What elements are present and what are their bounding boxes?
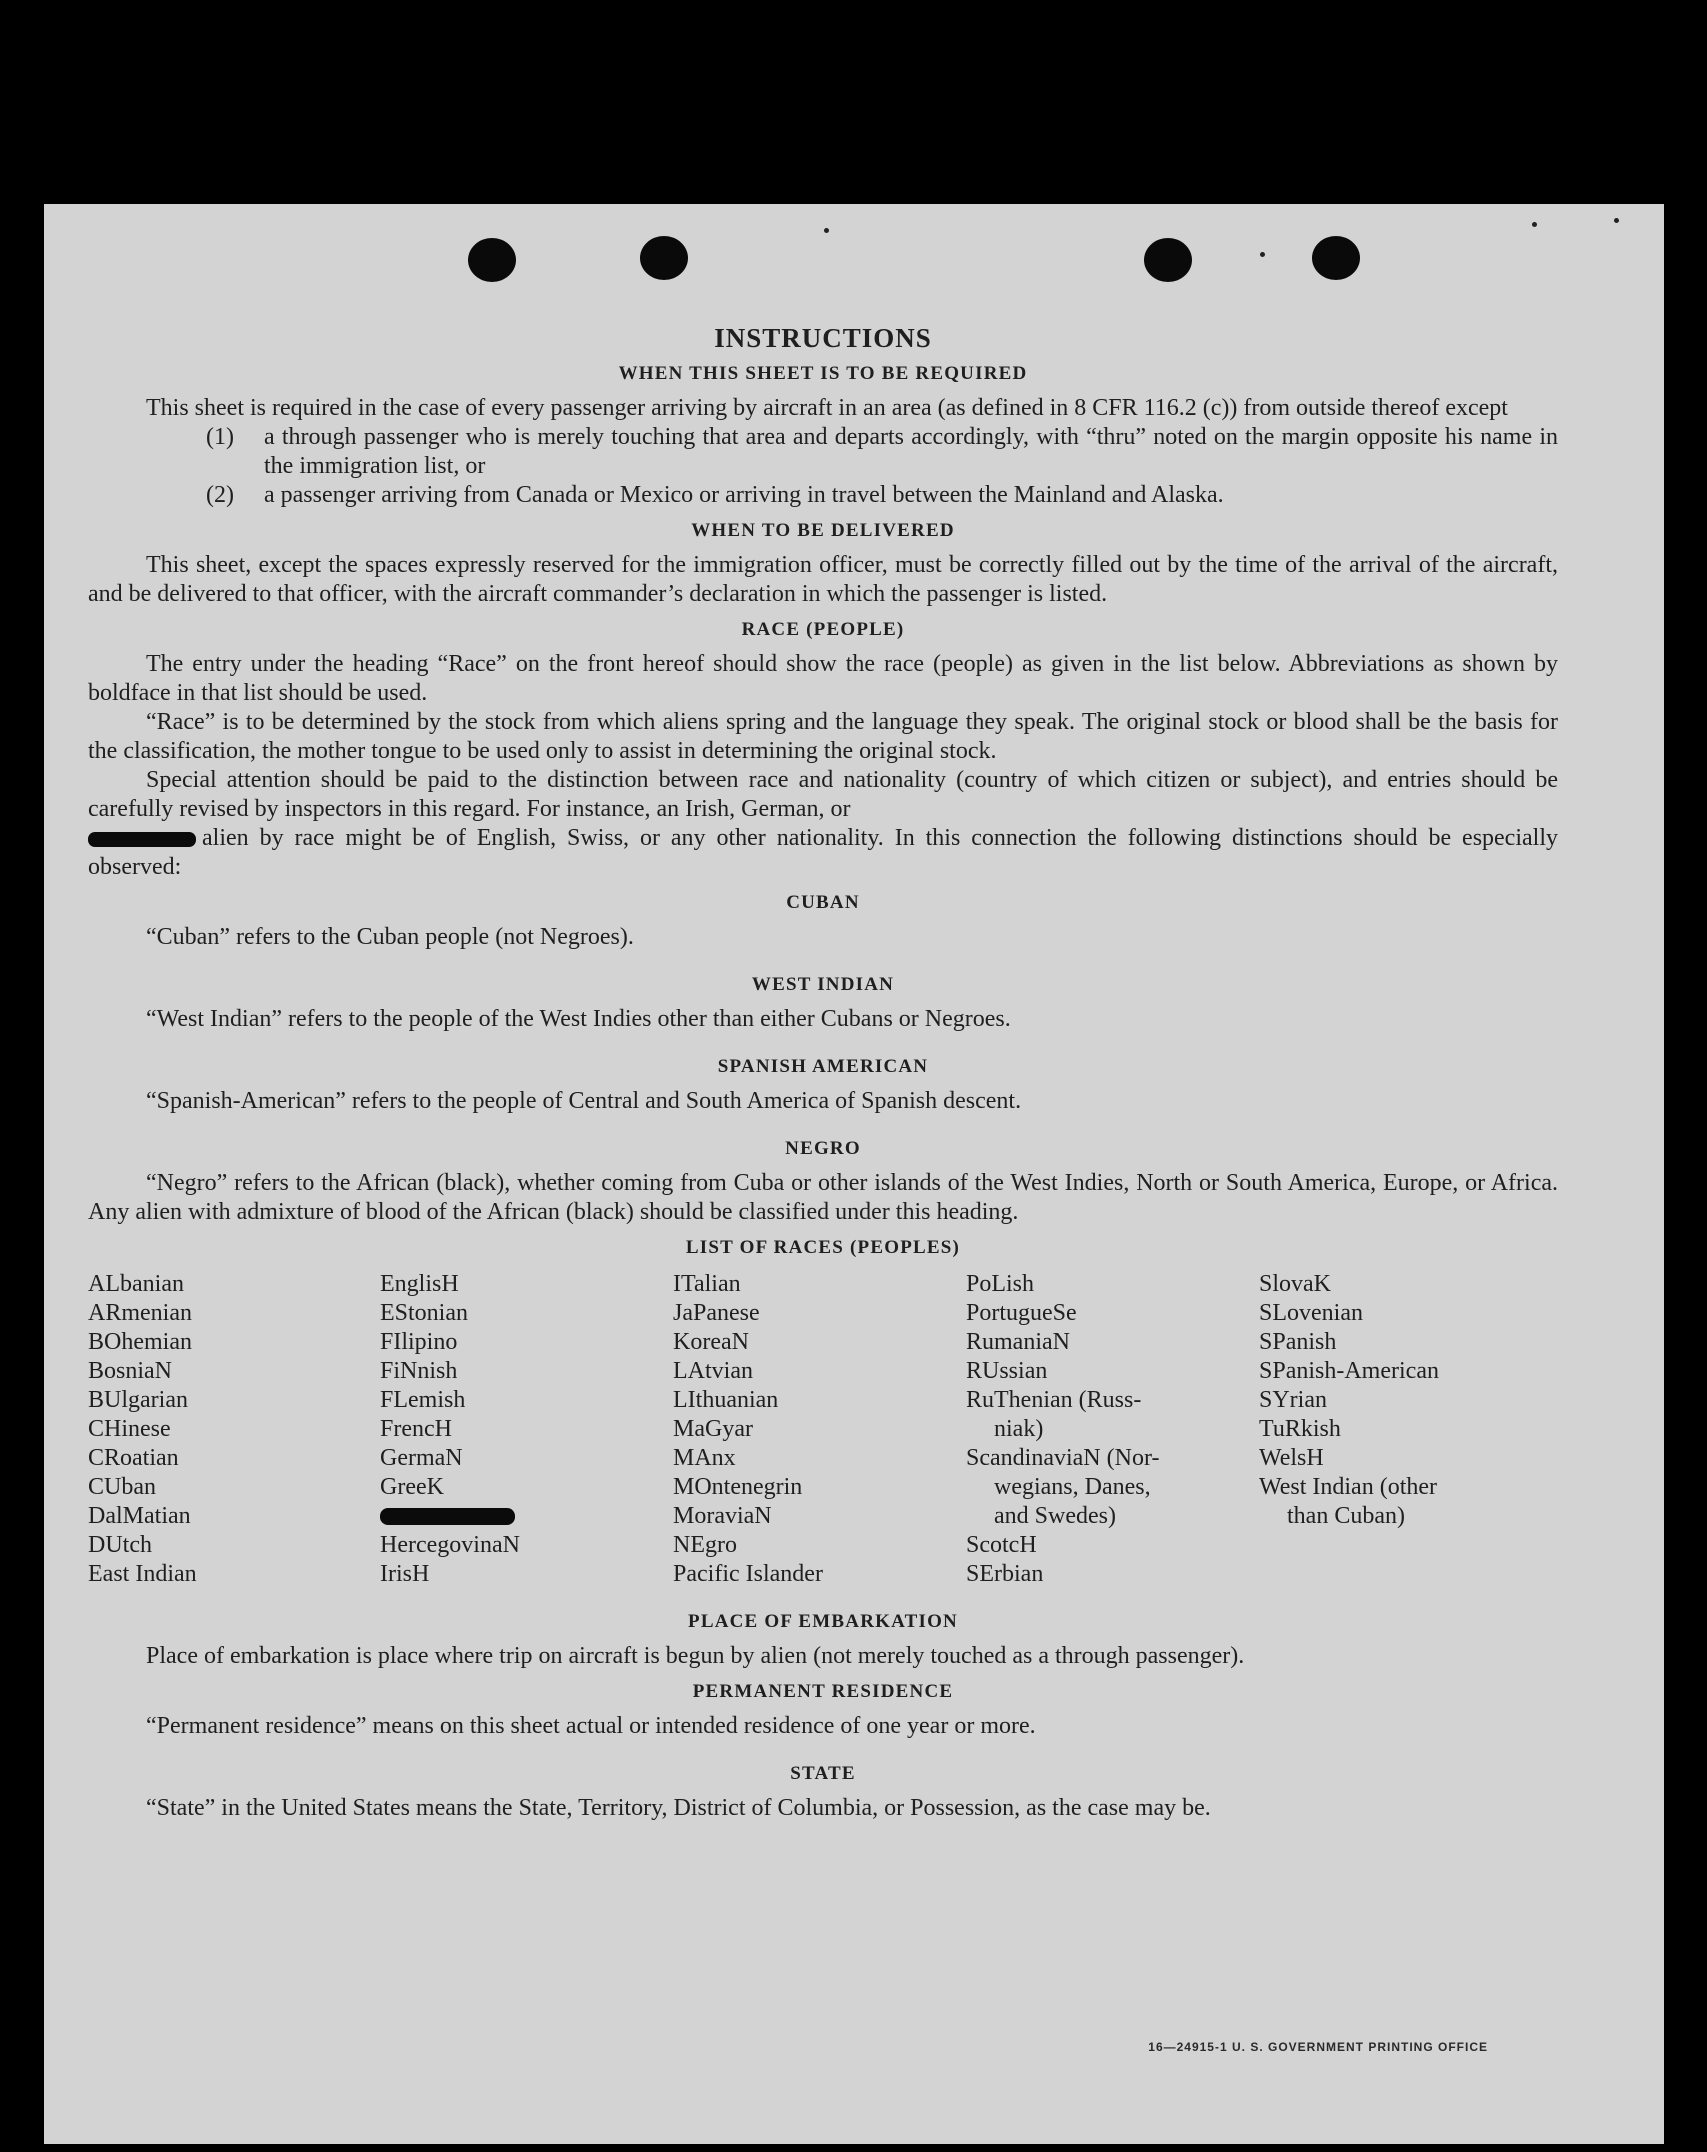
race-item: DUtch: [88, 1532, 152, 1558]
races-list: [88, 1270, 1558, 1589]
race-item: BOhemian: [88, 1329, 192, 1355]
instructions-content: [88, 324, 1558, 1823]
heading-embarkation: PLACE OF EMBARKATION: [688, 1611, 958, 1632]
race-item: FiNnish: [380, 1358, 458, 1384]
redaction-mark: [380, 1508, 515, 1525]
list-item: [206, 423, 1558, 481]
heading-cuban: CUBAN: [786, 892, 860, 913]
race-item: LAtvian: [673, 1358, 753, 1384]
race-item: RuThenian (Russ-: [966, 1387, 1142, 1413]
race-item: CHinese: [88, 1416, 171, 1442]
heading-state: STATE: [790, 1763, 856, 1784]
heading-list-of-races: LIST OF RACES (PEOPLES): [685, 1237, 961, 1258]
race-item: ARmenian: [88, 1300, 192, 1326]
race-item: FIlipino: [380, 1329, 458, 1355]
race-item: MaGyar: [673, 1416, 753, 1442]
race-item: CRoatian: [88, 1445, 179, 1471]
speck: [1614, 218, 1619, 223]
printing-office-code: 16—24915-1 U. S. GOVERNMENT PRINTING OFFICE: [1148, 2040, 1488, 2054]
race-item: SPanish: [1259, 1329, 1337, 1355]
speck: [1260, 252, 1265, 257]
races-column: [966, 1270, 1259, 1589]
race-item: West Indian (other: [1259, 1474, 1438, 1500]
race-item: JaPanese: [673, 1300, 760, 1326]
cuban-text: “Cuban” refers to the Cuban people (not Negroes).: [146, 924, 634, 950]
race-item: ITalian: [673, 1271, 741, 1297]
race-item: CUban: [88, 1474, 156, 1500]
race-item: niak): [994, 1416, 1044, 1442]
race-paragraph-2: “Race” is to be determined by the stock from which aliens spring and the language they speak. The original stock or blood shall be the basis for the classification, the mother tongue to be used only to assist in determining the original stock.: [88, 709, 1558, 764]
race-item: FrencH: [380, 1416, 452, 1442]
race-paragraph-3b-text: alien by race might be of English, Swiss, or any other nationality. In this connection the following distinctions should be especially observed:: [88, 825, 1558, 880]
race-item: BUlgarian: [88, 1387, 188, 1413]
list-item-text: a passenger arriving from Canada or Mexico or arriving in travel between the Mainland and Alaska.: [264, 482, 1224, 508]
race-item: WelsH: [1259, 1445, 1324, 1471]
heading-residence: PERMANENT RESIDENCE: [692, 1681, 954, 1702]
race-item: TuRkish: [1259, 1416, 1341, 1442]
embarkation-text: Place of embarkation is place where trip on aircraft is begun by alien (not merely touched as a through passenger).: [146, 1643, 1245, 1669]
race-item: IrisH: [380, 1561, 430, 1587]
redaction-mark: [88, 832, 196, 847]
race-item: wegians, Danes,: [994, 1474, 1151, 1500]
residence-text: “Permanent residence” means on this sheet actual or intended residence of one year or more.: [146, 1713, 1036, 1739]
races-column: [673, 1270, 966, 1589]
punch-hole-3: [1144, 238, 1192, 282]
race-item: BosniaN: [88, 1358, 172, 1384]
race-paragraph-1: The entry under the heading “Race” on the front hereof should show the race (people) as given in the list below. Abbreviations as shown by boldface in that list should be used.: [88, 651, 1558, 706]
race-item: than Cuban): [1287, 1503, 1405, 1529]
race-item: and Swedes): [994, 1503, 1116, 1529]
heading-spanish-american: SPANISH AMERICAN: [717, 1056, 929, 1077]
race-item: MAnx: [673, 1445, 736, 1471]
race-item: RUssian: [966, 1358, 1048, 1384]
punch-hole-4: [1312, 236, 1360, 280]
heading-when-delivered: WHEN TO BE DELIVERED: [691, 520, 955, 541]
speck: [824, 228, 829, 233]
heading-negro: NEGRO: [785, 1138, 861, 1159]
negro-text: “Negro” refers to the African (black), whether coming from Cuba or other islands of the West Indies, North or South America, Europe, or Africa. Any alien with admixture of blood of the African (black) should be classified under this heading.: [88, 1170, 1558, 1225]
race-paragraph-3a: Special attention should be paid to the distinction between race and nationality (country of which citizen or subject), and entries should be carefully revised by inspectors in this regard. For instance, an Irish, German, or: [88, 767, 1558, 822]
race-item: NEgro: [673, 1532, 737, 1558]
race-item: GermaN: [380, 1445, 463, 1471]
when-required-intro: This sheet is required in the case of every passenger arriving by aircraft in an area (as defined in 8 CFR 116.2 (c)) from outside thereof except: [146, 395, 1508, 421]
speck: [1532, 222, 1537, 227]
race-item: PoLish: [966, 1271, 1035, 1297]
race-item: PortugueSe: [966, 1300, 1077, 1326]
list-item-number: (2): [206, 482, 234, 508]
state-text: “State” in the United States means the State, Territory, District of Columbia, or Possession, as the case may be.: [146, 1795, 1211, 1821]
page-title: INSTRUCTIONS: [714, 323, 932, 353]
race-item: SlovaK: [1259, 1271, 1331, 1297]
races-column: [380, 1270, 673, 1589]
race-item: KoreaN: [673, 1329, 749, 1355]
form-sheet: [44, 204, 1664, 2144]
race-item: MOntenegrin: [673, 1474, 803, 1500]
list-item-text: a through passenger who is merely touching that area and departs accordingly, with “thru” noted on the margin opposite his name in the immigration list, or: [264, 424, 1558, 479]
heading-race: RACE (PEOPLE): [741, 619, 905, 640]
list-item-number: (1): [206, 424, 234, 450]
race-item: MoraviaN: [673, 1503, 772, 1529]
race-item: LIthuanian: [673, 1387, 779, 1413]
spanish-american-text: “Spanish-American” refers to the people of Central and South America of Spanish descent.: [146, 1088, 1022, 1114]
punch-hole-1: [468, 238, 516, 282]
west-indian-text: “West Indian” refers to the people of the West Indies other than either Cubans or Negroes.: [146, 1006, 1011, 1032]
race-item: FLemish: [380, 1387, 466, 1413]
race-item: ScandinaviaN (Nor-: [966, 1445, 1160, 1471]
race-item: SYrian: [1259, 1387, 1327, 1413]
race-item: EStonian: [380, 1300, 468, 1326]
race-item: Pacific Islander: [673, 1561, 823, 1587]
race-item: ALbanian: [88, 1271, 184, 1297]
list-item: [206, 481, 1558, 510]
heading-when-required: WHEN THIS SHEET IS TO BE REQUIRED: [618, 363, 1028, 384]
race-item: HercegovinaN: [380, 1532, 520, 1558]
punch-hole-2: [640, 236, 688, 280]
races-column: [1259, 1270, 1559, 1589]
race-item: SLovenian: [1259, 1300, 1363, 1326]
races-column: [88, 1270, 380, 1589]
race-item: SErbian: [966, 1561, 1044, 1587]
heading-west-indian: WEST INDIAN: [751, 974, 895, 995]
race-item: East Indian: [88, 1561, 197, 1587]
race-item: ScotcH: [966, 1532, 1037, 1558]
race-item: GreeK: [380, 1474, 444, 1500]
race-paragraph-3b: [88, 824, 1558, 882]
race-item: DalMatian: [88, 1503, 191, 1529]
race-item: SPanish-American: [1259, 1358, 1439, 1384]
race-item: RumaniaN: [966, 1329, 1070, 1355]
race-item: EnglisH: [380, 1271, 459, 1297]
when-delivered-text: This sheet, except the spaces expressly reserved for the immigration officer, must be correctly filled out by the time of the arrival of the aircraft, and be delivered to that officer, with the aircraft commander’s declaration in which the passenger is listed.: [88, 552, 1558, 607]
